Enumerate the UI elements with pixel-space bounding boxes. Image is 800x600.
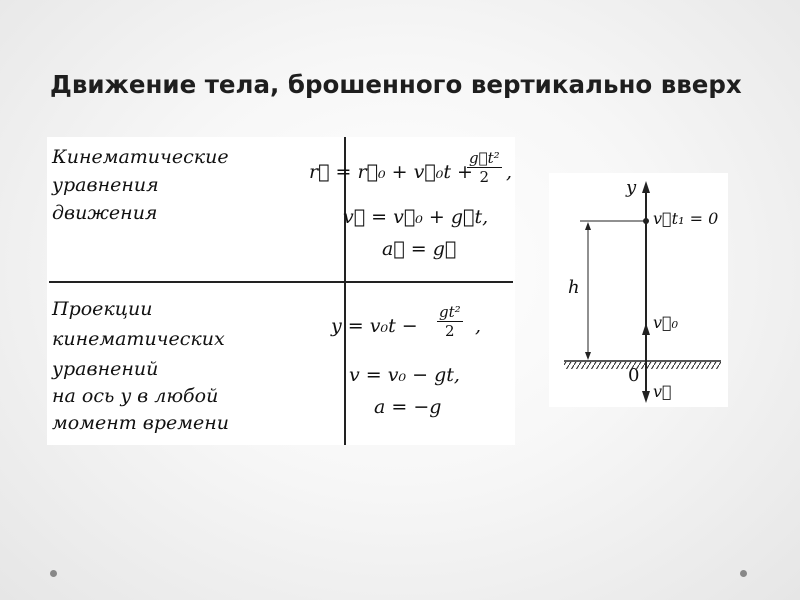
row2-label-line5: момент времени	[52, 412, 229, 434]
vertical-throw-diagram	[549, 173, 728, 407]
row1-fraction-suffix: ,	[506, 161, 513, 183]
row2-equation-v: v = v₀ − gt,	[349, 364, 460, 386]
row1-label-line1: Кинематические	[52, 146, 229, 168]
y-axis-arrowhead	[642, 181, 650, 193]
top-point	[643, 218, 649, 224]
top-velocity-label: v⃗t₁ = 0	[653, 209, 719, 228]
row1-label-line2: уравнения	[52, 174, 159, 196]
row1-label-line3: движения	[52, 202, 158, 224]
row2-fraction-numerator: gt²	[439, 303, 461, 321]
row2-fraction-suffix: ,	[475, 315, 482, 337]
origin-label: 0	[628, 365, 640, 386]
row2-fraction	[437, 303, 463, 340]
row1-fraction-denominator: 2	[479, 168, 490, 186]
v-label: v⃗	[653, 382, 672, 401]
v0-label: v⃗₀	[653, 313, 679, 332]
v-arrowhead-down	[642, 391, 650, 403]
prev-dot-icon[interactable]	[50, 570, 57, 577]
row2-label-line2: кинематических	[52, 328, 225, 350]
height-arrow-top	[585, 222, 591, 230]
row1-equation-v: v⃗ = v⃗₀ + g⃗t,	[343, 206, 489, 228]
table-vertical-divider	[344, 137, 346, 445]
table-horizontal-divider	[49, 281, 513, 283]
row1-fraction-numerator: g⃗t²	[469, 149, 500, 167]
row2-label-line3: уравнений	[52, 358, 159, 380]
ground-hatching	[564, 362, 721, 369]
height-arrow-bottom	[585, 352, 591, 360]
row1-equation-r: r⃗ = r⃗₀ + v⃗₀t +	[309, 161, 473, 183]
row1-equation-a: a⃗ = g⃗	[382, 238, 457, 260]
row2-equation-a: a = −g	[374, 396, 442, 418]
next-dot-icon[interactable]	[740, 570, 747, 577]
y-axis-label: y	[626, 177, 637, 198]
row2-fraction-denominator: 2	[445, 322, 455, 340]
row2-label-line4: на ось y в любой	[52, 385, 219, 407]
row2-equation-y: y = v₀t −	[331, 315, 418, 337]
equations-table	[47, 137, 515, 445]
row2-label-line1: Проекции	[52, 298, 153, 320]
row1-fraction	[467, 149, 502, 186]
slide-title: Движение тела, брошенного вертикально вверх	[50, 70, 742, 99]
height-label: h	[568, 277, 580, 298]
v0-arrowhead-up	[642, 323, 650, 335]
